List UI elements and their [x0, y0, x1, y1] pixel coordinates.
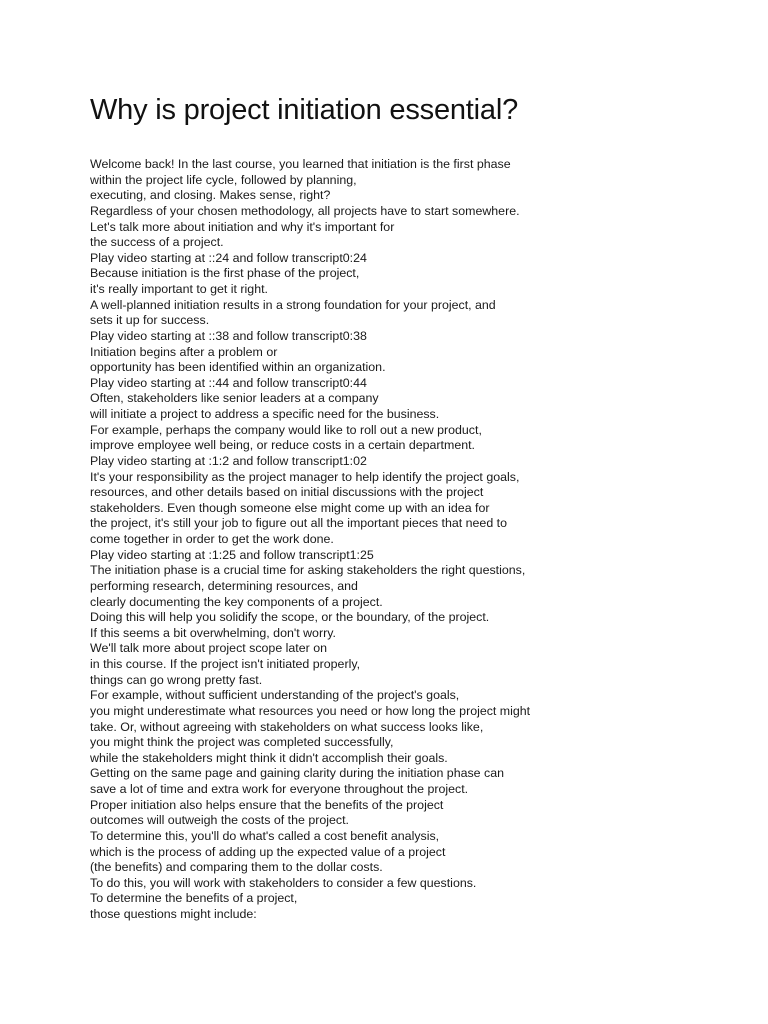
transcript-line: performing research, determining resources, and — [90, 578, 358, 593]
transcript-line: while the stakeholders might think it didn't accomplish their goals. — [90, 750, 448, 765]
transcript-line: you might underestimate what resources you need or how long the project might — [90, 703, 531, 718]
transcript-line: Play video starting at ::44 and follow transcript0:44 — [90, 375, 367, 390]
transcript-line: the success of a project. — [90, 235, 224, 250]
transcript-line: The initiation phase is a crucial time for asking stakeholders the right questions, — [90, 563, 526, 578]
transcript-line: take. Or, without agreeing with stakeholders on what success looks like, — [90, 719, 484, 734]
transcript-line: which is the process of adding up the expected value of a project — [90, 844, 446, 859]
transcript-line: For example, perhaps the company would like to roll out a new product, — [90, 422, 482, 437]
transcript-line: outcomes will outweigh the costs of the project. — [90, 813, 349, 828]
transcript-line: improve employee well being, or reduce costs in a certain department. — [90, 438, 475, 453]
transcript-line: Initiation begins after a problem or — [90, 344, 278, 359]
transcript-line: A well-planned initiation results in a strong foundation for your project, and — [90, 297, 496, 312]
transcript-line: (the benefits) and comparing them to the dollar costs. — [90, 860, 383, 875]
transcript-line: Play video starting at ::24 and follow transcript0:24 — [90, 250, 367, 265]
transcript-line: save a lot of time and extra work for everyone throughout the project. — [90, 782, 469, 796]
transcript-line: We'll talk more about project scope later on — [90, 641, 327, 656]
transcript-line: Often, stakeholders like senior leaders at a company — [90, 391, 379, 406]
transcript-line: you might think the project was completed successfully, — [90, 735, 394, 750]
transcript-line: it's really important to get it right. — [90, 282, 268, 296]
transcript-line: Proper initiation also helps ensure that the benefits of the project — [90, 797, 444, 812]
transcript-body — [90, 157, 730, 923]
transcript-line: To do this, you will work with stakeholders to consider a few questions. — [90, 875, 477, 890]
document-page — [90, 92, 730, 923]
transcript-line: those questions might include: — [90, 907, 257, 921]
transcript-line: It's your responsibility as the project manager to help identify the project goals, — [90, 469, 520, 484]
transcript-line: Because initiation is the first phase of the project, — [90, 266, 360, 281]
transcript-line: Regardless of your chosen methodology, all projects have to start somewhere. — [90, 203, 520, 218]
page-title: Why is project initiation essential? — [90, 94, 518, 126]
transcript-line: in this course. If the project isn't initiated properly, — [90, 657, 361, 671]
transcript-line: opportunity has been identified within an organization. — [90, 360, 386, 375]
transcript-line: sets it up for success. — [90, 313, 210, 328]
transcript-line: Play video starting at :1:25 and follow transcript1:25 — [90, 547, 374, 562]
transcript-line: Play video starting at ::38 and follow transcript0:38 — [90, 328, 367, 343]
transcript-line: will initiate a project to address a specific need for the business. — [90, 407, 440, 421]
transcript-line: Getting on the same page and gaining clarity during the initiation phase can — [90, 766, 504, 781]
transcript-line: resources, and other details based on initial discussions with the project — [90, 485, 484, 500]
transcript-line: clearly documenting the key components of a project. — [90, 594, 383, 609]
transcript-line: To determine the benefits of a project, — [90, 891, 298, 906]
transcript-line: For example, without sufficient understanding of the project's goals, — [90, 688, 460, 703]
transcript-line: Welcome back! In the last course, you learned that initiation is the first phase — [90, 157, 511, 171]
transcript-line: stakeholders. Even though someone else might come up with an idea for — [90, 500, 490, 515]
transcript-line: Play video starting at :1:2 and follow transcript1:02 — [90, 453, 367, 468]
transcript-line: executing, and closing. Makes sense, right? — [90, 188, 331, 203]
transcript-line: things can go wrong pretty fast. — [90, 672, 263, 687]
transcript-line: within the project life cycle, followed by planning, — [90, 172, 357, 187]
transcript-line: Let's talk more about initiation and why it's important for — [90, 219, 395, 234]
transcript-line: the project, it's still your job to figure out all the important pieces that need to — [90, 516, 507, 531]
transcript-line: If this seems a bit overwhelming, don't worry. — [90, 625, 336, 640]
transcript-line: come together in order to get the work done. — [90, 532, 334, 546]
transcript-line: To determine this, you'll do what's called a cost benefit analysis, — [90, 828, 440, 843]
transcript-line: Doing this will help you solidify the scope, or the boundary, of the project. — [90, 610, 490, 625]
